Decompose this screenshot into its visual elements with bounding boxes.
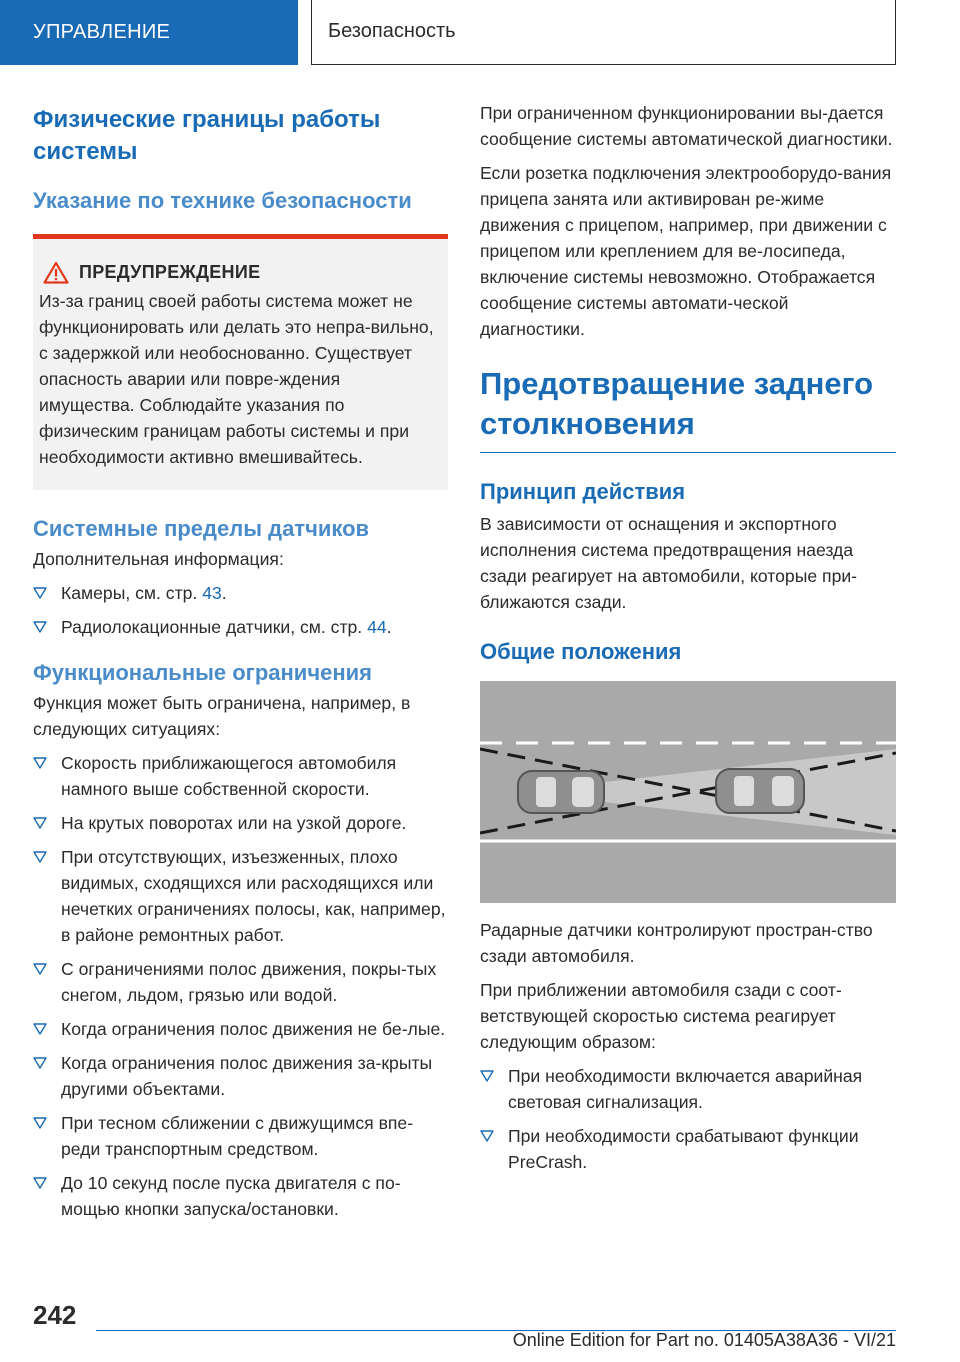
- bullet-triangle-icon: [33, 1023, 47, 1035]
- left-column: [33, 100, 448, 1222]
- bullet-triangle-icon: [33, 1117, 47, 1129]
- page-link[interactable]: 44: [367, 617, 387, 637]
- diagnostic-paragraph: При ограниченном функционировании вы-дается сообщение системы автоматической диагностики.: [480, 103, 893, 149]
- list-item-text: При необходимости срабатывают функции PreCrash.: [508, 1126, 859, 1172]
- warning-title: ПРЕДУПРЕЖДЕНИЕ: [79, 262, 261, 282]
- warning-triangle-icon: [43, 261, 69, 284]
- bullet-triangle-icon: [33, 963, 47, 975]
- list-item: [33, 614, 448, 640]
- bullet-triangle-icon: [33, 757, 47, 769]
- list-item-text: При необходимости включается аварийная световая сигнализация.: [508, 1066, 863, 1112]
- list-item-text: Скорость приближающегося автомобиля намного выше собственной скорости.: [61, 753, 397, 799]
- right-column: [480, 100, 896, 1175]
- warning-text: Из-за границ своей работы система может не функционировать или делать это непра-вильно, с задержкой или необоснованно. Существует опасность аварии или повре-ждения имущества. Соблюдайте указания по физическим границам работы системы и при необходимости активно вмешивайтесь.: [39, 291, 434, 467]
- bullet-triangle-icon: [33, 1057, 47, 1069]
- list-item: [33, 750, 448, 802]
- bullet-triangle-icon: [33, 817, 47, 829]
- section-title-rear-collision: Предотвращение заднего столкновения: [480, 364, 896, 453]
- list-item: [480, 1063, 896, 1115]
- sensor-list: [33, 580, 448, 640]
- bullet-triangle-icon: [33, 621, 47, 633]
- heading-functional-limits: Функциональные ограничения: [33, 660, 372, 685]
- heading-sensor-limits: Системные пределы датчиков: [33, 516, 370, 541]
- approach-paragraph: При приближении автомобиля сзади с соот-ветствующей скоростью система реагирует следующим образом:: [480, 980, 842, 1052]
- header-chapter: Безопасность: [311, 0, 896, 65]
- list-item: [33, 1050, 448, 1102]
- limits-list: [33, 750, 448, 1222]
- list-item-text: Камеры, см. стр.: [61, 583, 203, 603]
- radar-paragraph: Радарные датчики контролируют простран-ство сзади автомобиля.: [480, 920, 873, 966]
- header-section-tab: УПРАВЛЕНИЕ: [0, 0, 298, 65]
- list-item-text: Радиолокационные датчики, см. стр.: [61, 617, 368, 637]
- sensor-intro: Дополнительная информация:: [33, 549, 284, 569]
- limits-intro: Функция может быть ограничена, например, в следующих ситуациях:: [33, 693, 411, 739]
- bullet-triangle-icon: [33, 587, 47, 599]
- reaction-list: [480, 1063, 896, 1175]
- list-item-text: С ограничениями полос движения, покры-тых снегом, льдом, грязью или водой.: [61, 959, 437, 1005]
- list-item-text: Когда ограничения полос движения за-крыты другими объектами.: [61, 1053, 433, 1099]
- list-item: [33, 580, 448, 606]
- list-item-text: При тесном сближении с движущимся впе-реди транспортным средством.: [61, 1113, 414, 1159]
- bullet-triangle-icon: [480, 1130, 494, 1142]
- list-item-text: При отсутствующих, изъезженных, плохо видимых, сходящихся или расходящихся или нечетких ограничениях полосы, как, например, в районе ремонтных работ.: [61, 847, 446, 945]
- list-item-text: Когда ограничения полос движения не бе-лые.: [61, 1019, 446, 1039]
- list-item-tail: .: [386, 617, 392, 637]
- page-link[interactable]: 43: [202, 583, 222, 603]
- warning-box: [33, 234, 448, 490]
- list-item: [33, 810, 448, 836]
- front-car-icon: [716, 769, 804, 813]
- list-item-text: На крутых поворотах или на узкой дороге.: [61, 813, 407, 833]
- principle-text: В зависимости от оснащения и экспортного исполнения система предотвращения наезда сзади реагирует на автомобили, которые при-ближаются сзади.: [480, 514, 858, 612]
- list-item: [33, 1016, 448, 1042]
- rear-car-icon: [518, 771, 604, 813]
- warning-title-row: [39, 261, 436, 284]
- page-number: 242: [33, 1300, 77, 1330]
- list-item: [480, 1123, 896, 1175]
- footer-edition: Online Edition for Part no. 01405A38A36 - VI/21: [512, 1330, 896, 1350]
- bullet-triangle-icon: [33, 851, 47, 863]
- list-item: [33, 1110, 448, 1162]
- list-item: [33, 956, 448, 1008]
- heading-principle: Принцип действия: [480, 479, 686, 504]
- heading-safety-note: Указание по технике безопасности: [33, 188, 412, 213]
- bullet-triangle-icon: [480, 1070, 494, 1082]
- list-item: [33, 1170, 448, 1222]
- rear-radar-illustration: [480, 681, 896, 903]
- heading-general: Общие положения: [480, 639, 682, 664]
- list-item-text: До 10 секунд после пуска двигателя с по-мощью кнопки запуска/остановки.: [61, 1173, 401, 1219]
- list-item-tail: .: [221, 583, 227, 603]
- bullet-triangle-icon: [33, 1177, 47, 1189]
- trailer-paragraph: Если розетка подключения электрооборудо-вания прицепа занята или активирован ре-жиме движения с прицепом, например, при движении с прицепом или креплением для ве-лосипеда, включение системы невозможно. Отображается сообщение системы автомати-ческой диагностики.: [480, 163, 892, 339]
- heading-physical-limits: Физические границы работы системы: [33, 106, 381, 165]
- list-item: [33, 844, 448, 948]
